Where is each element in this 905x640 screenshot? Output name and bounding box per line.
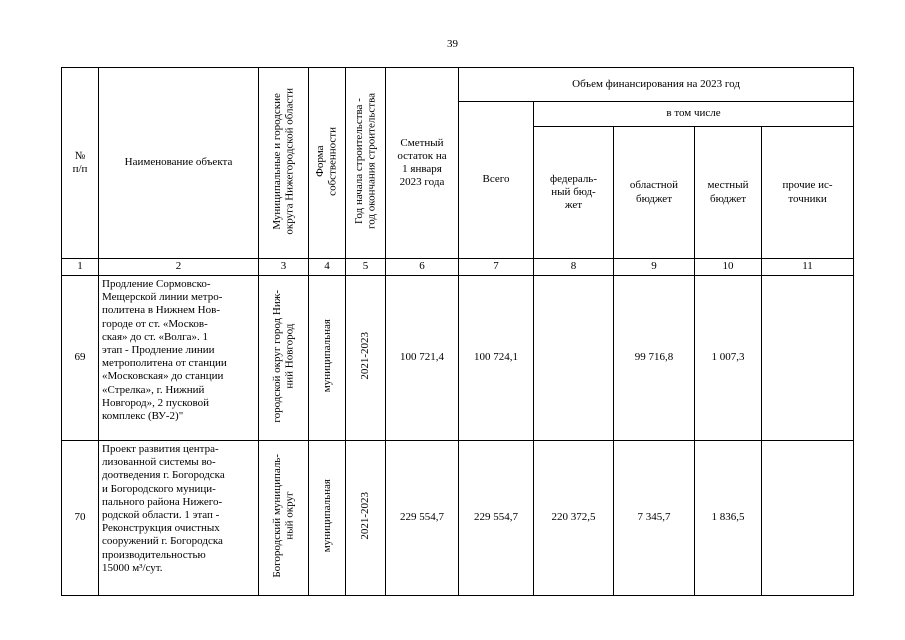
row-municipality: городской округ город Ниж- ний Новгород	[259, 276, 309, 441]
header-total: Всего	[459, 102, 534, 259]
row-total: 229 554,7	[459, 441, 534, 596]
row-other	[762, 441, 854, 596]
column-number: 1	[62, 259, 99, 276]
row-regional: 99 716,8	[614, 276, 695, 441]
header-years: Год начала строительства - год окончания строительства	[346, 68, 386, 259]
row-estimate: 100 721,4	[386, 276, 459, 441]
page-number: 39	[447, 38, 458, 50]
row-local: 1 836,5	[695, 441, 762, 596]
column-number-row	[62, 259, 854, 276]
column-number: 9	[614, 259, 695, 276]
header-ownership: Форма собственности	[309, 68, 346, 259]
financing-table	[61, 67, 854, 596]
column-number: 5	[346, 259, 386, 276]
column-number: 7	[459, 259, 534, 276]
row-estimate: 229 554,7	[386, 441, 459, 596]
row-num: 70	[62, 441, 99, 596]
header-including: в том числе	[534, 102, 854, 127]
row-years: 2021-2023	[346, 441, 386, 596]
column-number: 2	[99, 259, 259, 276]
header-municipality: Муниципальные и городские округа Нижегородской области	[259, 68, 309, 259]
column-number: 3	[259, 259, 309, 276]
header-federal: федераль- ный бюд- жет	[534, 127, 614, 259]
table-row	[62, 441, 854, 596]
column-number: 10	[695, 259, 762, 276]
row-local: 1 007,3	[695, 276, 762, 441]
row-federal: 220 372,5	[534, 441, 614, 596]
row-name: Проект развития центра- лизованной системы во- доотведения г. Богородска и Богородского муници- пального района Нижего- родской области. 1 этап - Реконструкция очистных сооружений г. Богородска производительностью 15000 м³/сут.	[99, 441, 259, 596]
row-municipality: Богородский муниципаль- ный округ	[259, 441, 309, 596]
header-num: № п/п	[62, 68, 99, 259]
row-num: 69	[62, 276, 99, 441]
header-name: Наименование объекта	[99, 68, 259, 259]
header-regional: областной бюджет	[614, 127, 695, 259]
row-name: Продление Сормовско- Мещерской линии метро- политена в Нижнем Нов- городе от ст. «Москов- ская» до ст. «Волга». 1 этап - Продление линии метрополитена от станции «Московская» до станции «Стрелка», г. Нижний Новгород», 2 пусковой комплекс (ВУ-2)"	[99, 276, 259, 441]
column-number: 4	[309, 259, 346, 276]
row-other	[762, 276, 854, 441]
header-other: прочие ис- точники	[762, 127, 854, 259]
header-financing: Объем финансирования на 2023 год	[459, 68, 854, 102]
header-local: местный бюджет	[695, 127, 762, 259]
row-federal	[534, 276, 614, 441]
header-estimate: Сметный остаток на 1 января 2023 года	[386, 68, 459, 259]
column-number: 8	[534, 259, 614, 276]
column-number: 11	[762, 259, 854, 276]
row-ownership: муниципальная	[309, 276, 346, 441]
row-total: 100 724,1	[459, 276, 534, 441]
row-ownership: муниципальная	[309, 441, 346, 596]
table-row	[62, 276, 854, 441]
row-years: 2021-2023	[346, 276, 386, 441]
row-regional: 7 345,7	[614, 441, 695, 596]
column-number: 6	[386, 259, 459, 276]
